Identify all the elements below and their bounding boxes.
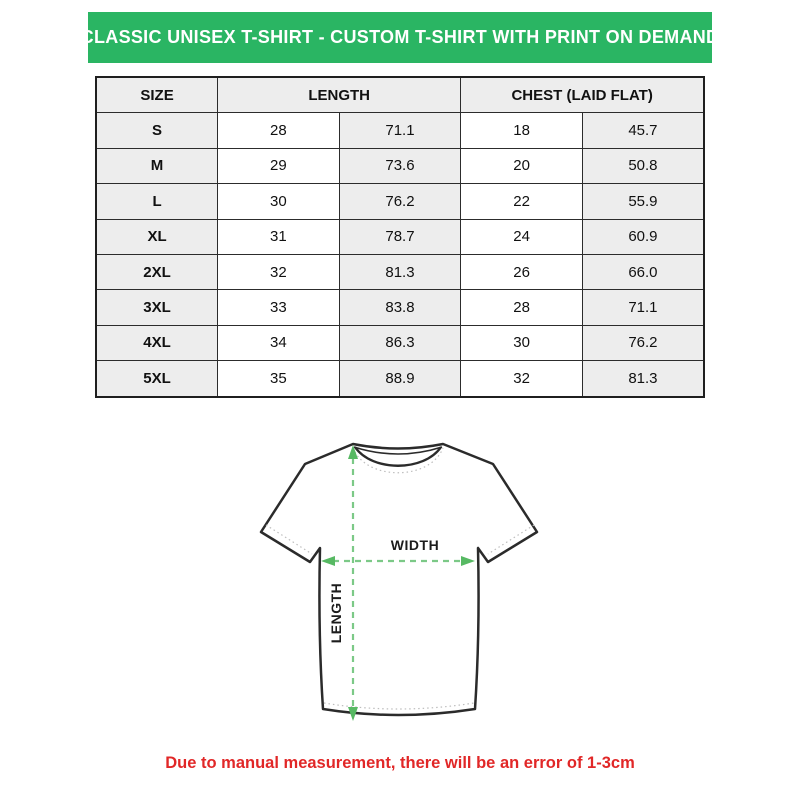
tshirt-diagram: [250, 428, 550, 738]
size-column-header: SIZE: [96, 77, 218, 113]
length-cm-cell: 71.1: [339, 113, 461, 148]
size-cell: M: [96, 148, 218, 183]
chest-cm-cell: 60.9: [582, 219, 704, 254]
length-cm-cell: 73.6: [339, 148, 461, 183]
size-cell: 5XL: [96, 361, 218, 397]
length-in-cell: 29: [218, 148, 340, 183]
length-cm-cell: 81.3: [339, 254, 461, 289]
chest-in-cell: 26: [461, 254, 583, 289]
size-cell: S: [96, 113, 218, 148]
size-table-header: [96, 77, 704, 113]
table-row: [96, 325, 704, 360]
length-cm-cell: 76.2: [339, 184, 461, 219]
chest-cm-cell: 76.2: [582, 325, 704, 360]
length-cm-cell: 88.9: [339, 361, 461, 397]
table-row: [96, 290, 704, 325]
length-cm-cell: 86.3: [339, 325, 461, 360]
length-in-cell: 30: [218, 184, 340, 219]
table-row: [96, 113, 704, 148]
chest-cm-cell: 55.9: [582, 184, 704, 219]
chest-cm-cell: 66.0: [582, 254, 704, 289]
table-row: [96, 184, 704, 219]
size-cell: 3XL: [96, 290, 218, 325]
chest-in-cell: 24: [461, 219, 583, 254]
width-label: WIDTH: [390, 536, 440, 553]
length-cm-cell: 83.8: [339, 290, 461, 325]
chest-cm-cell: 50.8: [582, 148, 704, 183]
chest-cm-cell: 81.3: [582, 361, 704, 397]
length-in-cell: 28: [218, 113, 340, 148]
length-in-cell: 31: [218, 219, 340, 254]
chest-in-cell: 32: [461, 361, 583, 397]
length-cm-cell: 78.7: [339, 219, 461, 254]
length-in-cell: 32: [218, 254, 340, 289]
table-row: [96, 148, 704, 183]
title-banner: [80, 12, 720, 63]
tshirt-outline: [261, 444, 537, 715]
chest-in-cell: 30: [461, 325, 583, 360]
table-row: [96, 361, 704, 397]
size-table-body: [96, 113, 704, 397]
length-in-cell: 33: [218, 290, 340, 325]
table-row: [96, 219, 704, 254]
chest-in-cell: 22: [461, 184, 583, 219]
length-in-cell: 34: [218, 325, 340, 360]
chest-in-cell: 20: [461, 148, 583, 183]
size-cell: XL: [96, 219, 218, 254]
length-label: LENGTH: [328, 582, 344, 643]
size-cell: 4XL: [96, 325, 218, 360]
chest-in-cell: 28: [461, 290, 583, 325]
size-chart-table: [95, 76, 705, 398]
chest-column-header: CHEST (LAID FLAT): [461, 77, 704, 113]
size-cell: 2XL: [96, 254, 218, 289]
table-row: [96, 254, 704, 289]
disclaimer-text: Due to manual measurement, there will be an error of 1-3cm: [165, 753, 635, 772]
length-in-cell: 35: [218, 361, 340, 397]
chest-in-cell: 18: [461, 113, 583, 148]
length-column-header: LENGTH: [218, 77, 461, 113]
header-row: [96, 77, 704, 113]
page-title: CLASSIC UNISEX T-SHIRT - CUSTOM T-SHIRT WITH PRINT ON DEMAND: [80, 27, 720, 47]
page-root: [0, 12, 800, 800]
size-cell: L: [96, 184, 218, 219]
chest-cm-cell: 45.7: [582, 113, 704, 148]
chest-cm-cell: 71.1: [582, 290, 704, 325]
